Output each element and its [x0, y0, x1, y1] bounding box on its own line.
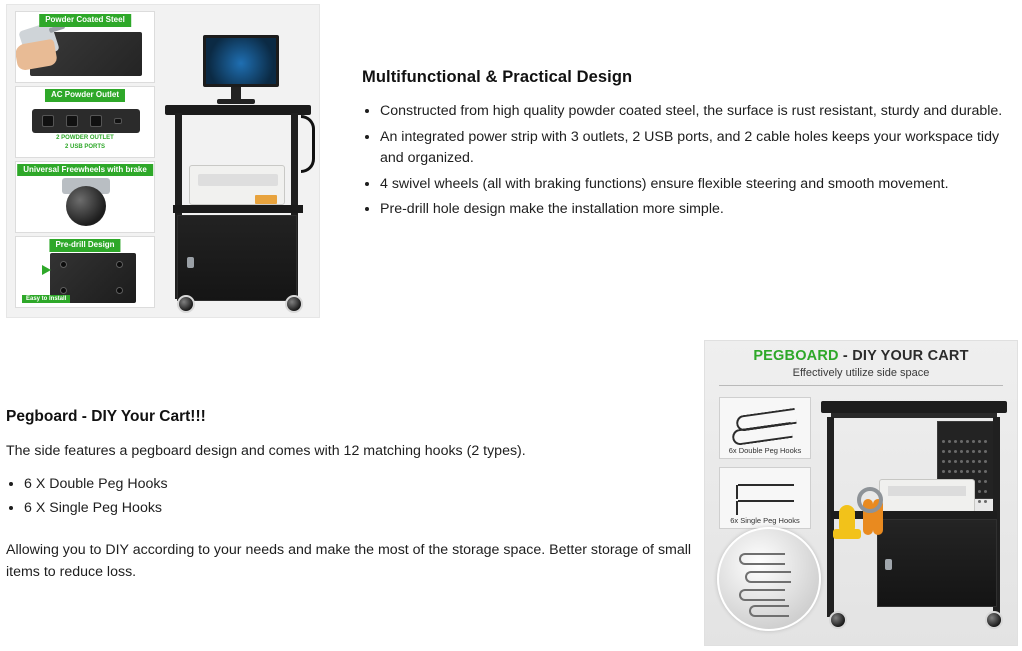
thumbnail-powder-coated-steel — [15, 11, 155, 83]
thumbnail-label: AC Powder Outlet — [45, 89, 125, 102]
section2-intro-paragraph: The side features a pegboard design and comes with 12 matching hooks (2 types). — [6, 443, 526, 459]
thumbnail-label: Universal Freewheels with brake — [17, 164, 153, 176]
av-cart-illustration — [159, 19, 317, 311]
hook-card-caption: 6x Single Peg Hooks — [730, 516, 800, 525]
hook-card-single — [719, 467, 811, 529]
thumbnail-label: Powder Coated Steel — [39, 14, 131, 27]
section2-heading: Pegboard - DIY Your Cart!!! — [6, 408, 206, 425]
list-item: • Constructed from high quality powder coated steel, the surface is rust resistant, sturdy and durable. — [380, 101, 1012, 123]
pegboard-cart-illustration — [821, 383, 1007, 635]
pegboard-title-rest: - DIY YOUR CART — [838, 348, 969, 364]
section2-outro-paragraph: Allowing you to DIY according to your needs and make the most of the storage space. Better storage of small items to reduce loss. — [6, 542, 692, 581]
thumbnail-caption-2: 2 USB PORTS — [64, 144, 105, 150]
thumbnail-ac-powder-outlet — [15, 86, 155, 158]
pegboard-image-title — [705, 348, 1017, 364]
section1-product-image — [6, 4, 320, 318]
section1-heading: Multifunctional & Practical Design — [362, 68, 633, 86]
list-item: • Pre-drill hole design make the installation more simple. — [380, 199, 1012, 221]
thumbnail-label: Pre-drill Design — [49, 239, 120, 252]
section2-bullet-list — [6, 474, 696, 519]
hook-card-double — [719, 397, 811, 459]
pegboard-title-accent: PEGBOARD — [753, 348, 839, 364]
list-item: • An integrated power strip with 3 outlets, 2 USB ports, and 2 cable holes keeps your workspace tidy and organized. — [380, 127, 1012, 170]
list-item: • 6 X Double Peg Hooks — [24, 474, 696, 496]
section2-text-block — [6, 408, 696, 595]
section2-pegboard-image — [704, 340, 1018, 646]
pegboard-image-subtitle: Effectively utilize side space — [792, 367, 930, 379]
thumbnail-tag: Easy to Install — [22, 295, 70, 303]
hook-detail-zoom — [717, 527, 821, 631]
thumbnail-caption: 2 POWDER OUTLET — [56, 135, 114, 141]
section1-text-block — [362, 68, 1012, 225]
hook-card-caption: 6x Double Peg Hooks — [728, 446, 802, 455]
thumbnail-universal-freewheels — [15, 161, 155, 233]
feature-thumbnail-column — [15, 11, 155, 311]
thumbnail-pre-drill-design — [15, 236, 155, 308]
section1-bullet-list — [362, 101, 1012, 221]
list-item: • 6 X Single Peg Hooks — [24, 498, 696, 520]
list-item: • 4 swivel wheels (all with braking functions) ensure flexible steering and smooth movement. — [380, 174, 1012, 196]
